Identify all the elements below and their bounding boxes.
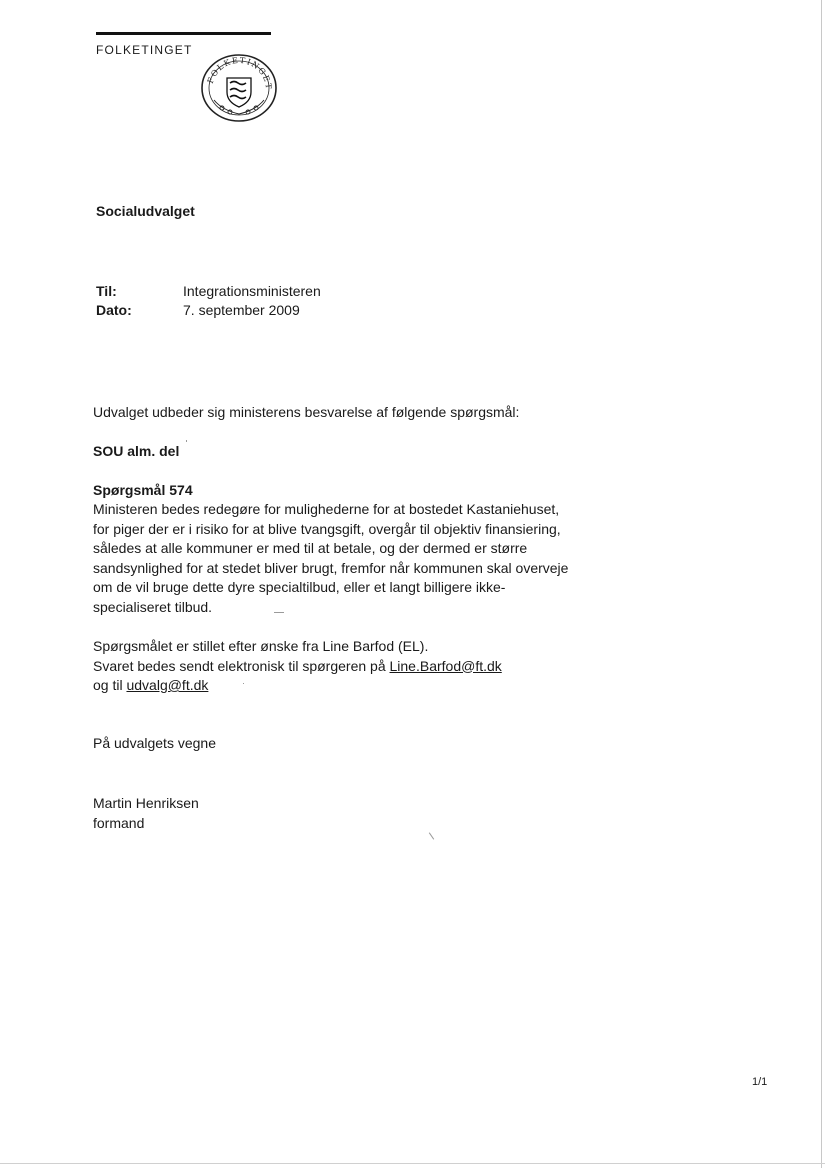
question-title: Spørgsmål 574 (93, 482, 193, 498)
org-name: FOLKETINGET (96, 43, 193, 57)
reply-instructions (93, 637, 502, 696)
asked-by-text: Spørgsmålet er stillet efter ønske fra Line Barfod (EL). (93, 638, 429, 654)
parliament-seal-icon (200, 52, 278, 122)
recipient-row (96, 282, 321, 301)
scan-speck (274, 612, 284, 613)
recipient-label: Til: (96, 283, 117, 299)
committee-email-link[interactable]: udvalg@ft.dk (126, 677, 209, 693)
intro-text: Udvalget udbeder sig ministerens besvarelse af følgende spørgsmål: (93, 404, 520, 420)
date-row (96, 301, 321, 320)
committee-name: Socialudvalget (96, 203, 195, 219)
scan-edge-bottom (0, 1163, 825, 1164)
reply-line-2 (93, 676, 502, 696)
on-behalf-text: På udvalgets vegne (93, 735, 216, 751)
signature-block (93, 794, 199, 833)
reply-prefix: Svaret bedes sendt elektronisk til spørgeren på (93, 657, 390, 674)
date-label: Dato: (96, 302, 132, 318)
question-line: sandsynlighed for at stedet bliver brugt, fremfor når kommunen skal overveje (93, 559, 569, 576)
page-number: 1/1 (752, 1076, 768, 1088)
question-body (93, 500, 573, 617)
reference-heading: SOU alm. del (93, 443, 180, 459)
header-rule (96, 32, 271, 35)
scan-speck (243, 683, 244, 684)
reply-and-to: og til (93, 677, 127, 693)
letter-meta (96, 282, 321, 320)
signer-name: Martin Henriksen (93, 795, 199, 811)
question-line: specialiseret tilbud. (93, 598, 213, 615)
signer-role: formand (93, 814, 145, 831)
seal-text: FOLKETINGET (205, 55, 274, 91)
question-line: om de vil bruge dette dyre specialtilbud, eller et langt billigere ikke- (93, 579, 506, 595)
question-line: Ministeren bedes redegøre for mulighederne for at bostedet Kastaniehuset, (93, 501, 560, 517)
question-line: for piger der er i risiko for at blive tvangsgift, overgår til objektiv finansiering, (93, 520, 561, 537)
scan-edge-right (821, 0, 822, 1168)
asker-email-link[interactable]: Line.Barfod@ft.dk (389, 657, 502, 674)
reply-line (93, 657, 502, 677)
question-line: således at alle kommuner er med til at betale, og der dermed er større (93, 540, 528, 556)
scan-speck (429, 832, 434, 839)
recipient-value: Integrationsministeren (183, 283, 321, 299)
scan-speck (186, 440, 187, 442)
date-value: 7. september 2009 (183, 302, 300, 318)
